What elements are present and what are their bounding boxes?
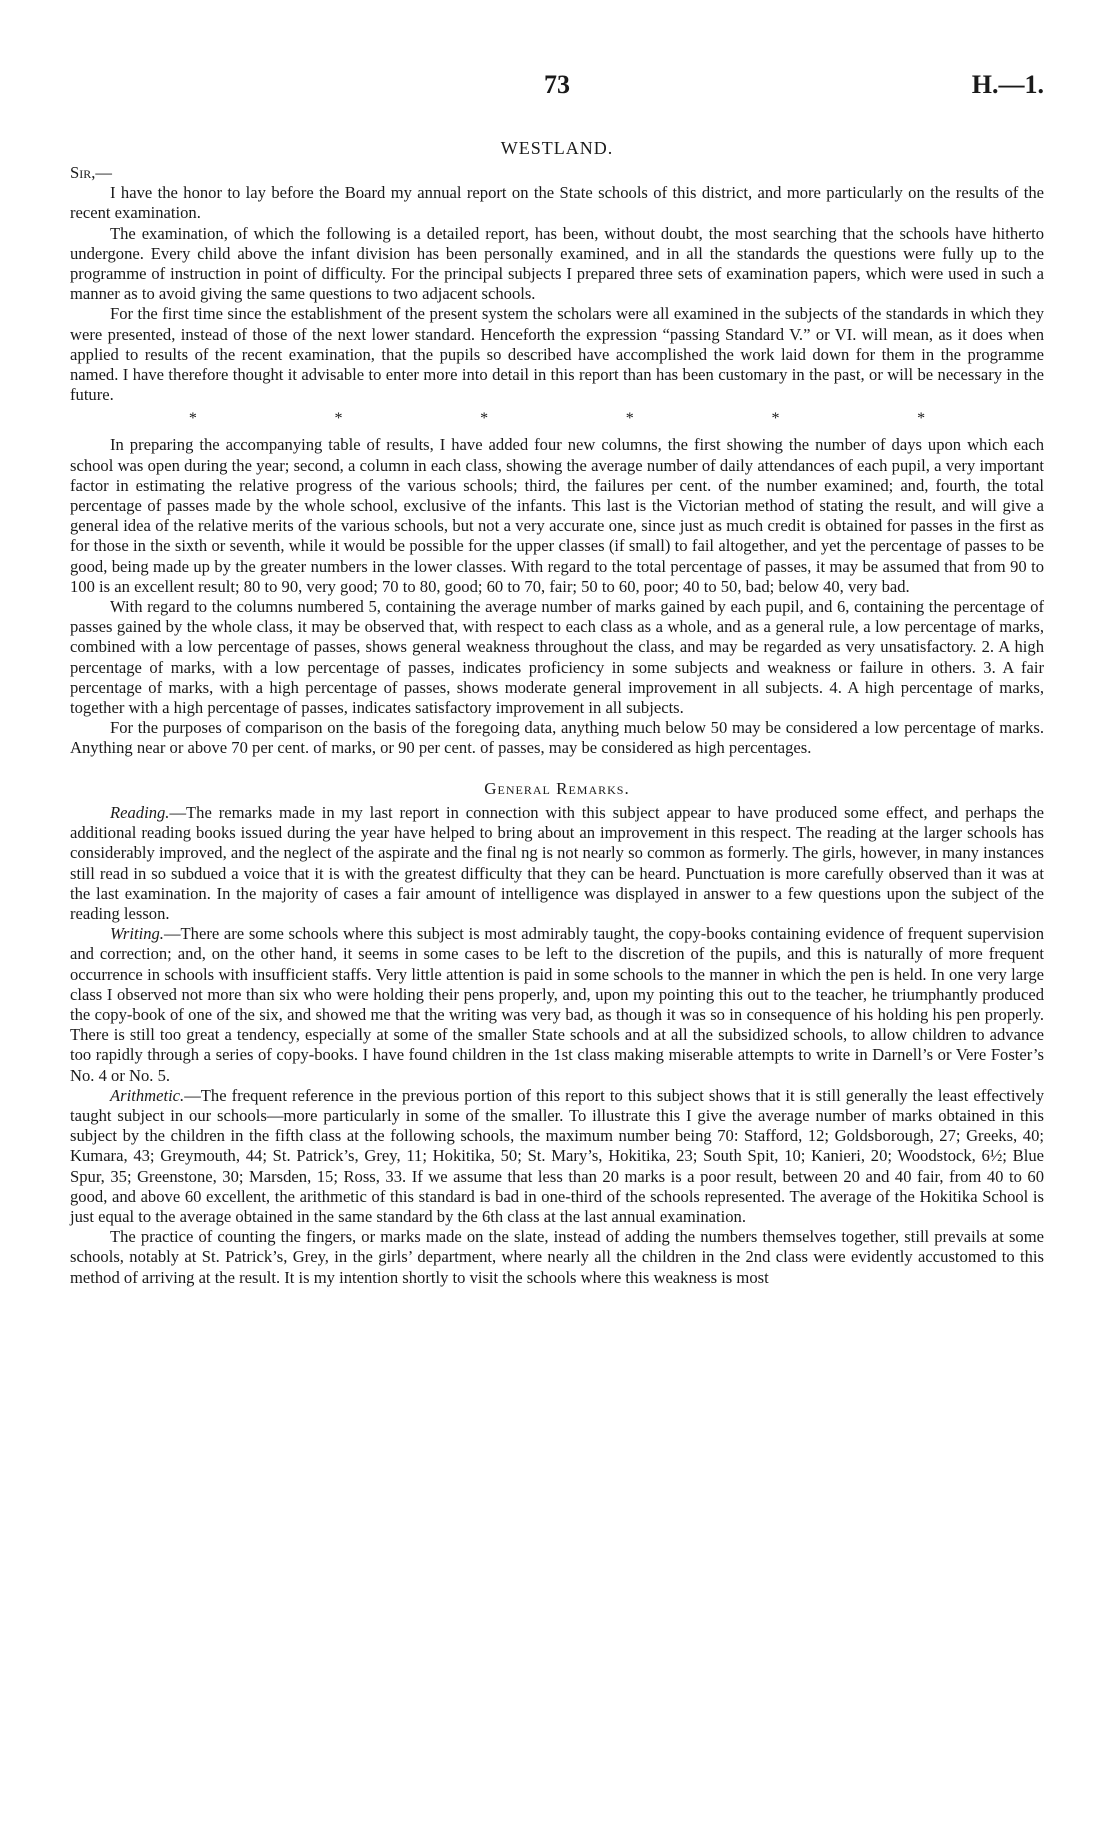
star-mark: * — [917, 410, 926, 428]
arithmetic-text: —The frequent reference in the previous portion of this report to this subject shows that it is still generally the least effectively taught subject in our schools—more particularly in some of the smaller. To illustrate this I give the average number of marks obtained in this subject by the children in the fifth class at the following schools, the maximum number being 70: Stafford, 12; Goldsborough, 27; Greeks, 40; Kumara, 43; Greymouth, 44; St. Patrick’s, Grey, 11; Hokitika, 50; St. Mary’s, Hokitika, 23; South Spit, 10; Kanieri, 20; Woodstock, 6½; Blue Spur, 35; Greenstone, 30; Marsden, 15; Ross, 33. If we assume that less than 20 marks is a poor result, between 20 and 40 fair, from 40 to 60 good, and above 60 excellent, the arithmetic of this standard is bad in one-third of the schools represented. The average of the Hokitika School is just equal to the average obtained in the same standard by the 6th class at the last annual examination. — [70, 1085, 1044, 1226]
writing-text: —There are some schools where this subject is most admirably taught, the copy-books containing evidence of frequent supervision and correction; and, on the other hand, it seems in some cases to be left to the discretion of the pupils, and this is naturally of more frequent occurrence in schools with insufficient staffs. Very little attention is paid in some schools to the manner in which the pen is held. In one very large class I observed not more than six who were holding their pens properly, and, upon my pointing this out to the teacher, he triumphantly produced the copy-book of one of the six, and showed me that the writing was very bad, as though it was so in consequence of his holding his pen properly. There is still too great a tendency, especially at some of the smaller State schools and at all the subsidized schools, to allow children to advance too rapidly through a series of copy-books. I have found children in the 1st class making miserable attempts to write in Darnell’s or Vere Foster’s No. 4 or No. 5. — [70, 924, 1044, 1085]
paragraph-reading — [70, 803, 1044, 924]
page-number: 73 — [544, 70, 570, 99]
arithmetic-lead: Arithmetic. — [110, 1085, 185, 1105]
paragraph-arithmetic — [70, 1086, 1044, 1227]
section-title: WESTLAND. — [500, 138, 614, 158]
reading-text: —The remarks made in my last report in connection with this subject appear to have produced some effect, and perhaps the additional reading books issued during the year have helped to bring about an improvement in this respect. The reading at the larger schools has considerably improved, and the neglect of the aspirate and the final ng is not nearly so common as formerly. The girls, however, in many instances still read in so subdued a voice that it is with the greatest difficulty that they can be heard. Punctuation is more carefully observed than it was at the last examination. In the majority of cases a fair amount of intelligence was displayed in answer to a few questions upon the subject of the reading lesson. — [70, 802, 1044, 923]
paragraph-table-columns: In preparing the accompanying table of results, I have added four new columns, the first showing the number of days upon which each school was open during the year; second, a column in each class, showing the average number of daily attendances of each pupil, a very important factor in estimating the relative progress of the various schools; third, the failures per cent. of the number examined; and, fourth, the total percentage of passes made by the whole school, exclusive of the infants. This last is the Victorian method of stating the result, and will give a general idea of the relative merits of the various schools, but not a very accurate one, since just as much credit is obtained for passes in the first as for those in the sixth or seventh, while it would be possible for the upper classes (if small) to fail altogether, and yet the percentage of passes to be good, being made up by the greater numbers in the lower classes. With regard to the total percentage of passes, it may be assumed that from 90 to 100 is an excellent result; 80 to 90, very good; 70 to 80, good; 60 to 70, fair; 50 to 60, poor; 40 to 50, bad; below 40, very bad. — [70, 435, 1044, 596]
running-head — [70, 70, 1044, 104]
omission-stars — [70, 405, 1044, 435]
paragraph-standards: For the first time since the establishment of the present system the scholars were all examined in the subjects of the standards in which they were presented, instead of those of the next lower standard. Henceforth the expression “passing Standard V.” or VI. will mean, as it does when applied to results of the recent examination, that the pupils so described have accomplished the work laid down for them in the programme named. I have therefore thought it advisable to enter more into detail in this report than has been customary in the past, or will be necessary in the future. — [70, 304, 1044, 405]
writing-lead: Writing. — [110, 924, 164, 944]
paragraph-intro: I have the honor to lay before the Board my annual report on the State schools of this district, and more particularly on the results of the recent examination. — [70, 183, 1044, 223]
general-remarks-heading: General Remarks. — [484, 778, 630, 798]
star-mark: * — [771, 410, 780, 428]
star-mark: * — [188, 410, 197, 428]
paper-reference: H.—1. — [971, 70, 1044, 99]
report-body — [70, 163, 1044, 1288]
paragraph-marks-columns: With regard to the columns numbered 5, containing the average number of marks gained by each pupil, and 6, containing the percentage of passes gained by the whole class, it may be observed that, with respect to each class as a whole, and as a general rule, a low percentage of marks, combined with a low percentage of passes, shows general weakness throughout the class, and may be regarded as very unsatisfactory. 2. A high percentage of marks, with a low percentage of passes, indicates proficiency in some subjects and weakness or failure in others. 3. A fair percentage of marks, with a high percentage of passes, shows moderate general improvement in all subjects. 4. A high percentage of marks, together with a high percentage of passes, indicates satisfactory improvement in all subjects. — [70, 597, 1044, 718]
reading-lead: Reading. — [110, 802, 170, 822]
paragraph-comparison: For the purposes of comparison on the basis of the foregoing data, anything much below 50 may be considered a low percentage of marks. Anything near or above 70 per cent. of marks, or 90 per cent. of passes, may be considered as high percentages. — [70, 718, 1044, 758]
salutation: Sir,— — [70, 163, 112, 182]
paragraph-examination: The examination, of which the following is a detailed report, has been, without doubt, the most searching that the schools have hitherto undergone. Every child above the infant division has been personally examined, and in all the standards the questions were fully up to the programme of instruction in point of difficulty. For the principal subjects I prepared three sets of examination papers, which were used in such a manner as to avoid giving the same questions to two adjacent schools. — [70, 223, 1044, 304]
star-mark: * — [480, 410, 489, 428]
star-mark: * — [334, 410, 343, 428]
paragraph-writing — [70, 924, 1044, 1086]
paragraph-counting: The practice of counting the fingers, or marks made on the slate, instead of adding the numbers themselves together, still prevails at some schools, notably at St. Patrick’s, Grey, in the girls’ department, where nearly all the children in the 2nd class were evidently accustomed to this method of arriving at the result. It is my intention shortly to visit the schools where this weakness is most — [70, 1227, 1044, 1287]
star-mark: * — [625, 410, 634, 428]
